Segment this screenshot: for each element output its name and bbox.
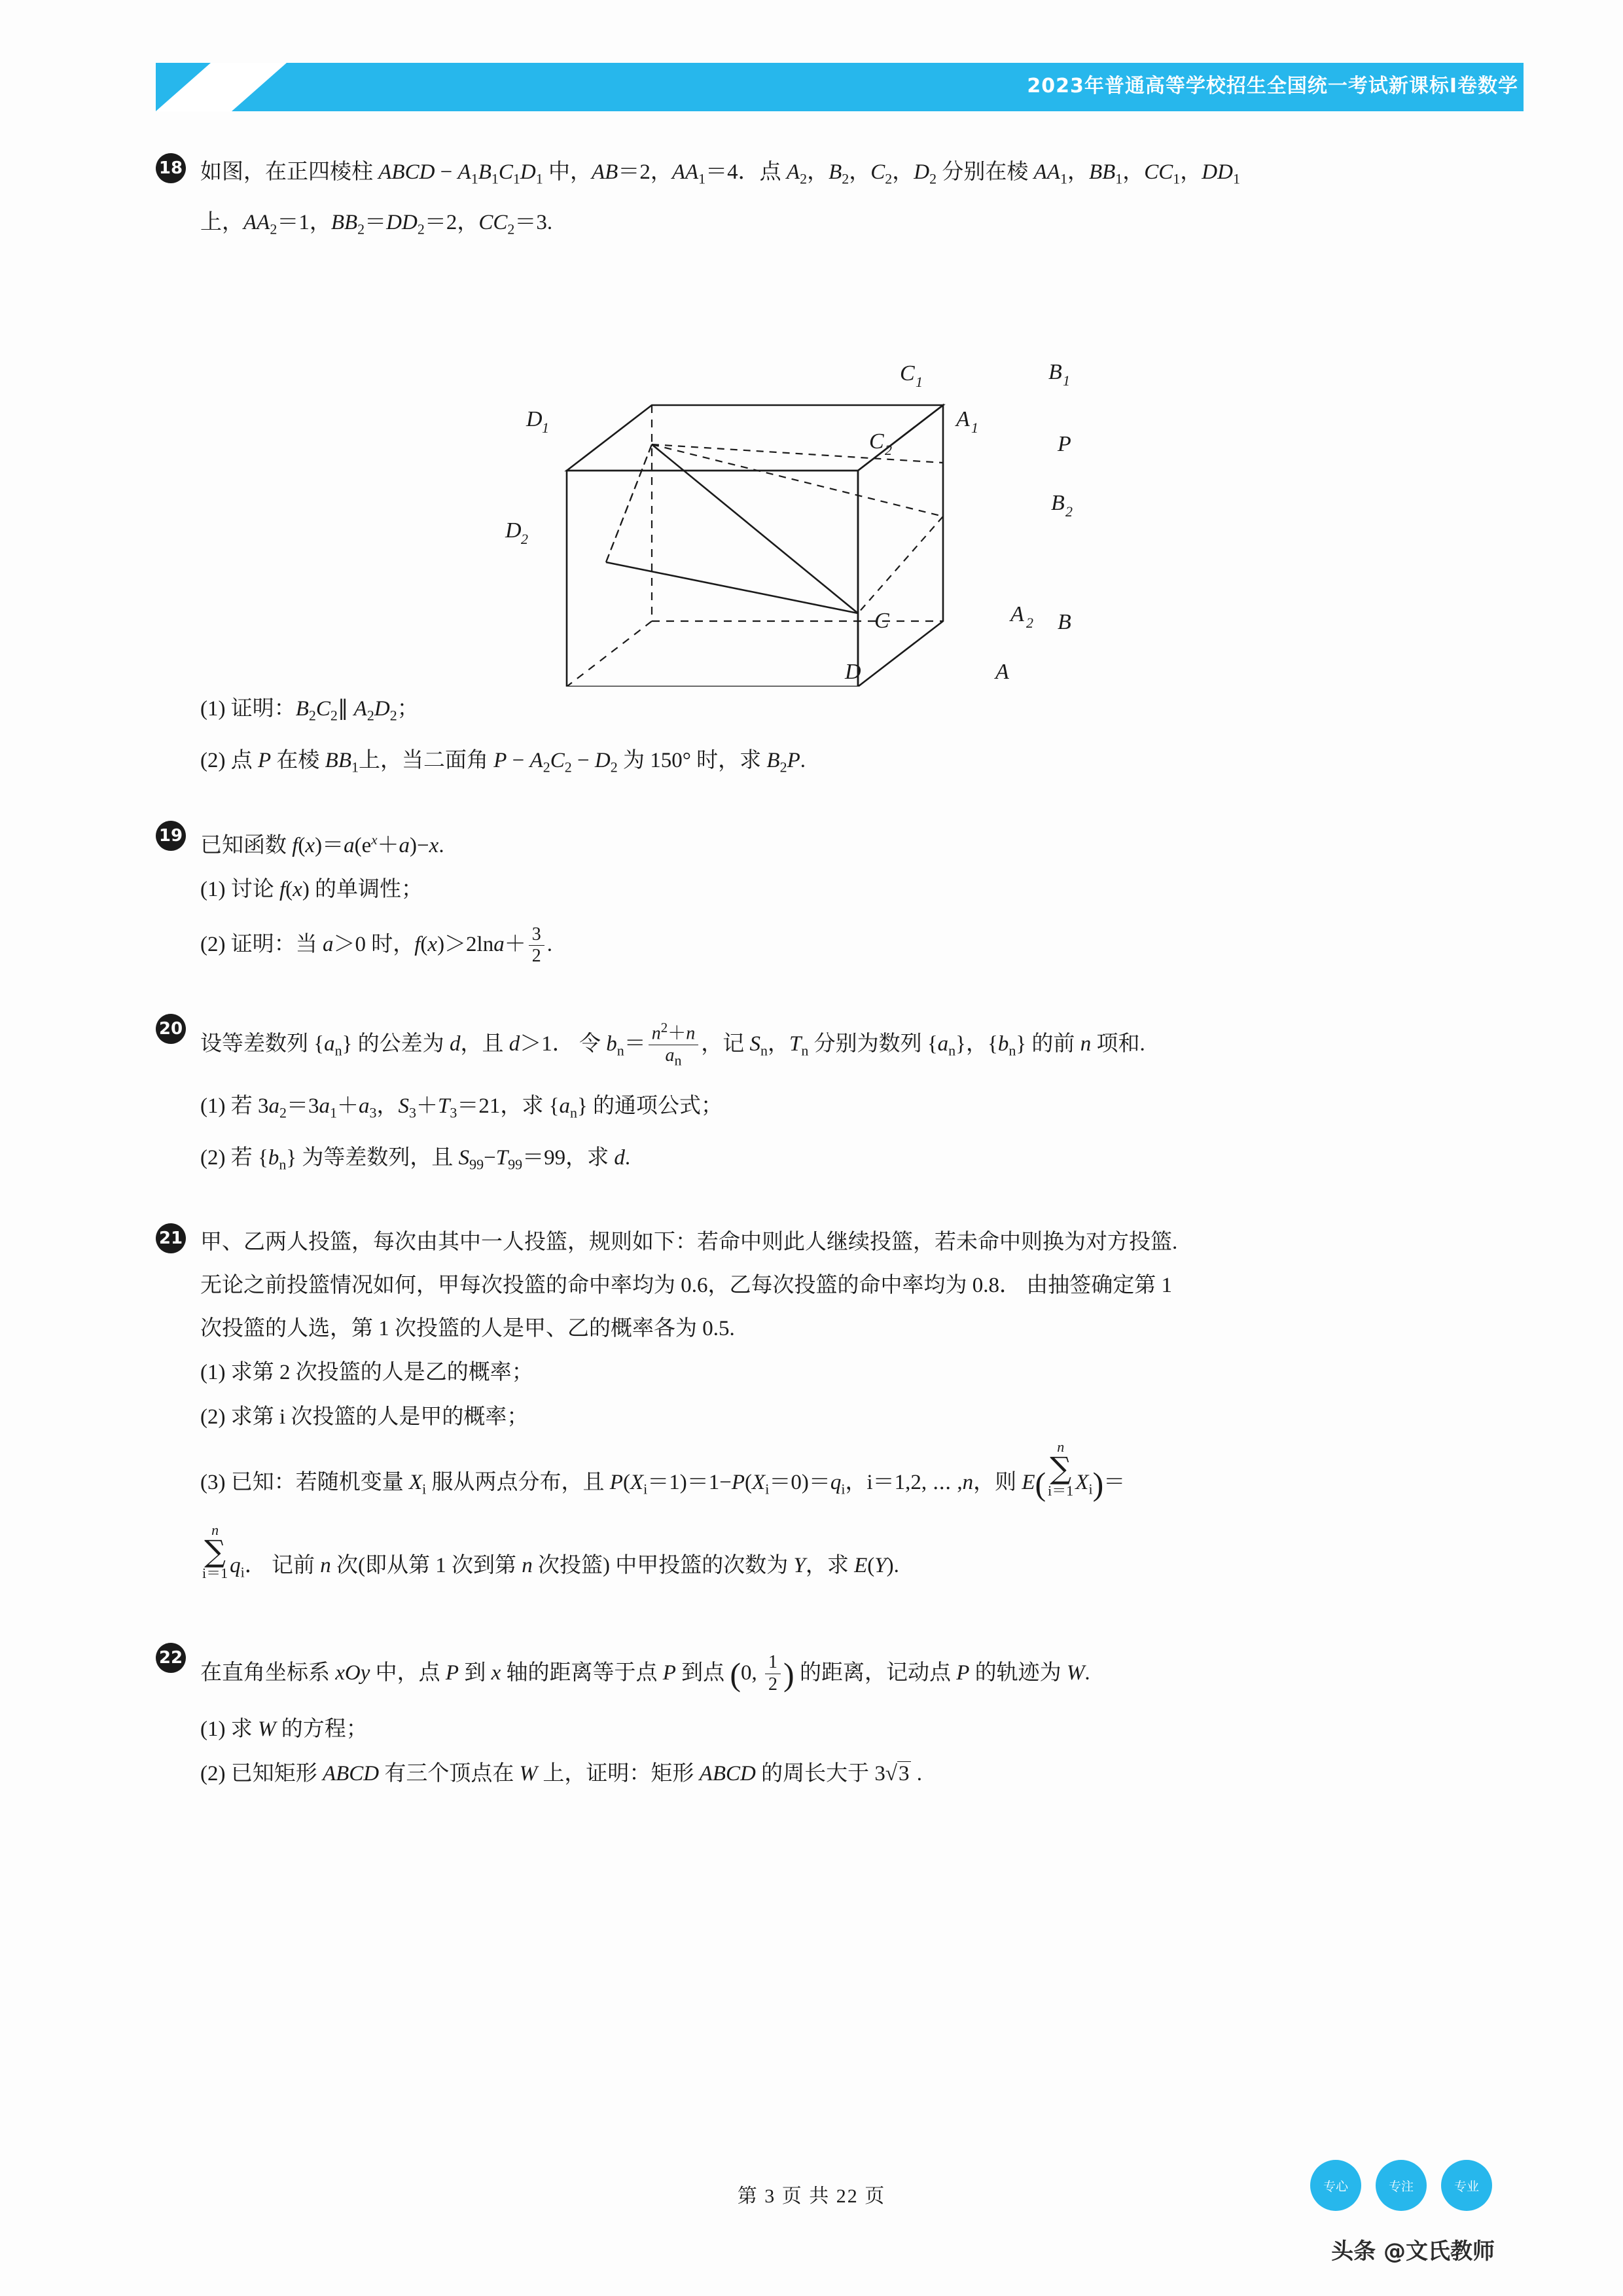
- svg-text:1: 1: [1063, 372, 1070, 389]
- exam-content: [156, 151, 1524, 1818]
- svg-text:C: C: [869, 429, 884, 454]
- watermark: 头条 @文氏教师: [1331, 2238, 1495, 2265]
- question-number: 18: [156, 153, 186, 183]
- question-19: [156, 818, 1524, 977]
- badge-group: [1310, 2160, 1492, 2211]
- svg-text:D: D: [845, 660, 861, 685]
- question-21-sub-3b: n ∑ i＝1 $q_i$． 记前 n 次(即从第 1 次到第 n 次投篮) 中甲投篮的次数为 Y，求 E(Y).: [202, 1521, 899, 1582]
- question-19-line-1: 已知函数 $f(x)=a(e^x+a)-x$.: [200, 832, 444, 858]
- question-number: 22: [156, 1643, 186, 1673]
- question-19-sub-2: (2) 证明：当 a＞0 时，f(x)＞2lna＋ $\frac{3}{2}$ .: [200, 924, 552, 966]
- question-18-sub-1: (1) 证明：$B_2C_2\parallel$ $A_2D_2$；: [200, 697, 419, 724]
- question-22-sub-2: (2) 已知矩形 ABCD 有三个顶点在 W 上，证明：矩形 ABCD 的周长大于 3√3 .: [200, 1762, 922, 1786]
- svg-text:2: 2: [885, 442, 892, 459]
- svg-text:C: C: [874, 609, 889, 634]
- question-21-sub-1: (1) 求第 2 次投篮的人是乙的概率；: [200, 1361, 533, 1385]
- svg-text:A: A: [956, 407, 970, 432]
- svg-text:D: D: [526, 407, 543, 432]
- question-22: [156, 1640, 1524, 1796]
- question-21-line-2: 无论之前投篮情况如何，甲每次投篮的命中率均为 0.6，乙每次投篮的命中率均为 0.8． 由抽签确定第 1: [200, 1274, 1172, 1298]
- question-21-sub-2: (2) 求第 i 次投篮的人是甲的概率；: [200, 1405, 529, 1429]
- svg-text:2: 2: [1065, 503, 1073, 520]
- question-21: [156, 1221, 1524, 1605]
- question-18: [156, 151, 1524, 789]
- question-21-sub-3a: (3) 已知：若随机变量 $X_i$ 服从两点分布，且 $P(X_i=1)=1-P(X_i=0)=q_i$，i＝1,2, ⋯ ,n，则 E( n ∑ i＝1 $X_i)=$: [200, 1439, 1126, 1503]
- svg-text:P: P: [1058, 432, 1071, 457]
- question-20-sub-2: (2) 若 $\{b_n\}$ 为等差数列，且 $S_{99}-T_{99}=99$，求 d.: [200, 1145, 631, 1173]
- question-number: 19: [156, 821, 186, 851]
- question-20: [156, 1011, 1524, 1187]
- svg-text:B: B: [1058, 610, 1071, 635]
- badge-item: 专业: [1441, 2160, 1492, 2211]
- svg-text:A: A: [995, 660, 1009, 685]
- page-header: [0, 63, 1623, 126]
- svg-text:B: B: [1051, 491, 1065, 516]
- question-20-line-1: 设等差数列 $\{a_n\}$ 的公差为 d，且 d＞1． 令 $b_n=$ $\frac{n^2+n}{a_n}$ ，记 $S_n$，$T_n$ 分别为数列 $\{a_n\}$，$\{b_n\}$ 的前 n 项和.: [200, 1020, 1145, 1069]
- question-21-line-3: 次投篮的人选，第 1 次投篮的人是甲、乙的概率各为 0.5.: [200, 1317, 735, 1341]
- exam-title: 2023年普通高等学校招生全国统一考试新课标Ⅰ卷数学: [1027, 75, 1518, 98]
- question-20-sub-1: (1) 若 $3a_2=3a_1+a_3$，$S_3+T_3=21$，求 $\{a_n\}$ 的通项公式；: [200, 1094, 723, 1121]
- question-18-line-1: 如图，在正四棱柱 ABCD − $A_1B_1C_1D_1$ 中，AB＝2，$AA_1=4$．点 $A_2$，$B_2$，$C_2$，$D_2$ 分别在棱 $AA_1$，$BB_1$，$CC_1$，$DD_1$: [200, 160, 1240, 187]
- square-prism-figure: [200, 255, 1568, 687]
- question-number: 20: [156, 1014, 186, 1044]
- badge-item: 专心: [1310, 2160, 1361, 2211]
- badge-item: 专注: [1376, 2160, 1427, 2211]
- svg-text:1: 1: [542, 420, 549, 437]
- svg-text:1: 1: [971, 420, 978, 437]
- question-19-sub-1: (1) 讨论 f(x) 的单调性；: [200, 878, 423, 902]
- svg-text:C: C: [900, 361, 915, 386]
- page-footer: 第 3 页 共 22 页: [737, 2185, 886, 2207]
- svg-text:B: B: [1048, 360, 1062, 385]
- svg-text:1: 1: [916, 374, 923, 391]
- svg-text:2: 2: [1026, 615, 1033, 632]
- question-22-sub-1: (1) 求 W 的方程；: [200, 1717, 368, 1742]
- question-22-line-1: 在直角坐标系 xOy 中，点 P 到 x 轴的距离等于点 P 到点 (0, $\frac{1}{2}$ ) 的距离，记动点 P 的轨迹为 W.: [200, 1652, 1090, 1695]
- svg-text:D: D: [505, 518, 522, 543]
- question-18-sub-2: (2) 点 P 在棱 $BB_1$上，当二面角 $P - A_2C_2 - D_2$ 为 150° 时，求 $B_2P$.: [200, 748, 806, 776]
- question-21-line-1: 甲、乙两人投篮，每次由其中一人投篮，规则如下：若命中则此人继续投篮，若未命中则换为对方投篮.: [200, 1230, 1178, 1255]
- question-18-line-2: 上，$AA_2=1$，$BB_2=DD_2=2$，$CC_2=3$.: [200, 210, 553, 238]
- svg-text:2: 2: [521, 531, 528, 548]
- question-number: 21: [156, 1223, 186, 1253]
- svg-text:A: A: [1010, 602, 1024, 627]
